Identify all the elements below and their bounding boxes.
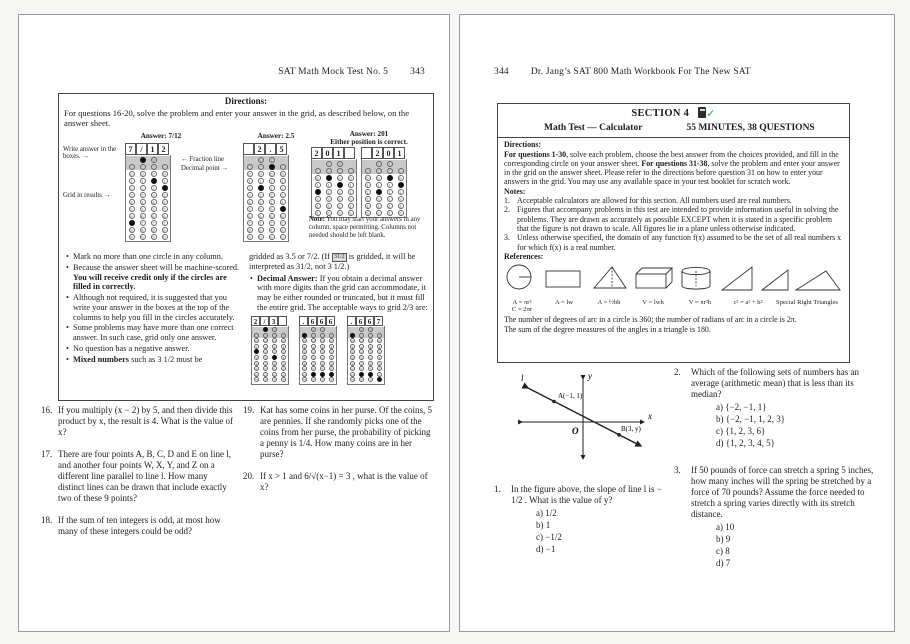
right-page-header bbox=[494, 67, 751, 77]
reference-figures bbox=[504, 262, 843, 313]
question-16: 16. If you multiply (x − 2) by 5, and then divide this product by x, the result is 4. What is the value of x? bbox=[41, 405, 234, 437]
section-body bbox=[498, 138, 849, 334]
checkmark-icon: ✓ bbox=[706, 107, 716, 120]
right-header-title: Dr. Jang’s SAT 800 Math Workbook For The New SAT bbox=[530, 67, 751, 77]
calculator-icon bbox=[698, 107, 706, 118]
question-1: 1. In the figure above, the slope of line l is − 1/2 . What is the value of y? a) 1/2 b) 1 c) −1/2 d) −1 bbox=[494, 484, 666, 555]
section-footer: The number of degrees of arc in a circle is 360; the number of radians of arc in a circle is 2π. The sum of the degree measures of the angles in a triangle is 180. bbox=[504, 315, 797, 334]
section-notes-list: 1. Acceptable calculators are allowed for this section. All numbers used are real numbers. 2. Figures that accompany problems in this test are intended to provide information useful in solving the problems. They are drawn as accurately as possible EXCEPT when it is stated in a specific problem that the figure is not drawn to scale. All figures lie in a plane unless otherwise indicated. 3. Unless otherwise specified, the domain of any function f(x) assumed to be the set of all real numbers x for which f(x) is a real number. bbox=[504, 196, 842, 252]
label-grid-results: Grid in results → bbox=[63, 192, 111, 199]
question-18: 18. If the sum of ten integers is odd, at most how many of these integers could be odd? bbox=[41, 514, 221, 536]
accept-grid-2-3: 2 / 3 / / . . . . 0 0 0 0 1 1 1 1 2 2 2 2 3 3 3 3 4 4 4 4 5 5 5 5 6 6 6 6 7 7 7 7 bbox=[251, 316, 289, 385]
section-header bbox=[498, 104, 849, 138]
figure-x-axis-label: x bbox=[648, 411, 652, 421]
references-title: References: bbox=[504, 252, 544, 262]
formula-pythagorean: c² = a² + b² bbox=[733, 298, 763, 306]
section-time-questions: 55 MINUTES, 38 QUESTIONS bbox=[686, 122, 815, 133]
answer-grid-7-12: 7 / 1 2 / / . . . . 0 0 0 0 1 1 1 1 2 2 2 2 3 3 3 3 4 4 4 4 5 5 5 5 6 6 6 6 7 7 7 7 8 8 8 8 9 9 9 9 bbox=[125, 143, 171, 242]
left-header-title: SAT Math Mock Test No. 5 bbox=[278, 67, 389, 77]
question-20: 20. If x > 1 and 6/√(x−1) = 3 , what is the value of x? bbox=[242, 470, 428, 492]
example1-caption: Answer: 7/12 bbox=[140, 132, 182, 140]
left-questions-col1 bbox=[41, 405, 239, 548]
example3-caption: Answer: 201 Either position is correct. bbox=[330, 130, 408, 147]
figure-point-b-label: B(3, y) bbox=[621, 425, 641, 433]
section-notes-title: Notes: bbox=[504, 186, 526, 196]
left-page bbox=[18, 14, 450, 632]
section-title: SECTION 4 bbox=[631, 108, 690, 119]
section-directions-title: Directions: bbox=[504, 140, 542, 150]
answer-grid-201-a: 2 0 1 / / . . . . 0 0 0 0 1 1 1 1 2 2 2 2 3 3 3 3 4 4 4 4 5 5 5 5 bbox=[311, 147, 357, 218]
left-questions-col2 bbox=[243, 405, 439, 548]
mixed-number-continuation: gridded as 3.5 or 7/2. (If 31/2 is gridded, it will be interpreted as 31/2, not 3 1/2.) bbox=[249, 252, 416, 271]
accept-grid-667: . 6 6 7 / / . . . . 0 0 0 0 1 1 1 1 2 2 2 2 3 3 3 3 4 4 4 4 5 5 5 5 6 6 6 6 7 7 7 7 bbox=[347, 316, 385, 385]
reference-shapes-svg bbox=[504, 262, 842, 296]
question-2-choices: a) {−2, −1, 1} b) {−2, −1, 1, 2, 3} c) {1, 2, 3, 6} d) {1, 2, 3, 4, 5} bbox=[716, 401, 786, 448]
section-directions-text: For questions 1-30, solve each problem, choose the best answer from the choices provided, and fill in the corresponding circle on your answer sheet. For questions 31-38, solve the problem and enter your answer in the grid on the answer sheet. Please refer to the directions before question 31 on how to enter your answers in the grid. You may use any available space in your test booklet for scratch work. bbox=[504, 149, 840, 187]
acceptable-grids-row bbox=[251, 316, 429, 385]
question-1-choices: a) 1/2 b) 1 c) −1/2 d) −1 bbox=[536, 507, 562, 554]
figure-y-axis-label: y bbox=[588, 371, 592, 381]
question-19: 19. Kat has some coins in her purse. Of the coins, 5 are pennies. If she randomly picks one of the coins from her purse, the probability of picking a penny is 1/4. How many coins are in her purse? bbox=[242, 405, 432, 459]
right-questions-area bbox=[494, 367, 886, 580]
section-test-name: Math Test — Calculator bbox=[544, 122, 643, 133]
formula-special-triangles: Special Right Triangles bbox=[776, 298, 838, 306]
formula-box: V = lwh bbox=[642, 298, 664, 306]
formula-rectangle: A = lw bbox=[554, 298, 573, 306]
decimal-answer-bullet: • Decimal Answer: If you obtain a decimal answer with more digits than the grid can accommodate, it may be either rounded or truncated, but it must fill the entire grid. The acceptable ways to grid 2/3 are: bbox=[249, 274, 429, 313]
question1-figure bbox=[508, 367, 666, 470]
directions-title: Directions: bbox=[224, 96, 268, 106]
question-17: 17. There are four points A, B, C, D and E on line l, and another four points W, X, Y, and Z on a different line parallel to line l. How many distinct lines can be drawn that include exactly two of these 9 points? bbox=[41, 448, 231, 503]
answer-grid-2point5: 2 . 5 / / . . . . 0 0 0 0 1 1 1 1 2 2 2 2 3 3 3 3 4 4 4 4 5 5 5 5 6 6 6 6 7 7 7 7 8 8 8 8 9 9 9 9 bbox=[243, 143, 289, 242]
section-subtitle-row bbox=[506, 123, 841, 134]
line-slope-figure-svg bbox=[508, 367, 658, 467]
inline-mini-grid: 31/2 bbox=[333, 253, 345, 260]
answer-grid-201-b: 2 0 1 / / . . . . 0 0 0 0 1 1 1 1 2 2 2 2 3 3 3 3 4 4 4 4 5 5 5 5 bbox=[361, 147, 407, 218]
formula-cylinder: V = πr²h bbox=[688, 298, 712, 306]
directions-bullets: • Mark no more than one circle in any column. • Because the answer sheet will be machine-scored. You will receive credit only if the circles are filled in correctly. • Although not required, it is suggested that you write your answer in the boxes at the top of the columns to help you fill in the circles accurately. • Some problems may have more than one correct answer. In such case, grid only one answer. • No question has a negative answer. • Mixed numbers such as 3 1/2 must be bbox=[65, 252, 241, 385]
label-decimal-point: Decimal point → bbox=[181, 165, 229, 172]
label-fraction-line: ← Fraction line bbox=[181, 156, 225, 163]
grid-in-directions-box bbox=[58, 93, 434, 401]
accept-grid-666: . 6 6 6 / / . . . . 0 0 0 0 1 1 1 1 2 2 2 2 3 3 3 3 4 4 4 4 5 5 5 5 6 6 6 6 7 7 7 7 bbox=[299, 316, 337, 385]
right-page bbox=[459, 14, 895, 632]
figure-origin-label: O bbox=[572, 426, 579, 436]
right-questions-col1 bbox=[494, 367, 666, 580]
question-2: 2. Which of the following sets of numbers has an average (arithmetic mean) that is less than its median? a) {−2, −1, 1} b) {−2, −1, 1, 2, 3} c) {1, 2, 3, 6} d) {1, 2, 3, 4, 5} bbox=[674, 367, 886, 449]
left-page-number: 343 bbox=[410, 67, 425, 77]
section-title-row bbox=[506, 107, 841, 121]
right-page-number: 344 bbox=[494, 67, 509, 77]
directions-intro: For questions 16-20, solve the problem and enter your answer in the grid, as described below, on the answer sheet. bbox=[64, 107, 410, 128]
directions-continuation bbox=[249, 252, 429, 385]
right-questions-col2 bbox=[674, 367, 886, 580]
label-write-answer: Write answer in the boxes. → bbox=[63, 146, 117, 161]
question-3: 3. If 50 pounds of force can stretch a spring 5 inches, how many inches will the spring be stretched by a force of 70 pounds? Assume the force needed to stretch a spring varies directly with its stretch distance. a) 10 b) 9 c) 8 d) 7 bbox=[674, 465, 886, 569]
left-questions-area bbox=[41, 405, 439, 548]
figure-point-a-label: A(−1, 1) bbox=[558, 392, 583, 400]
reference-formulas bbox=[504, 299, 843, 314]
left-page-header bbox=[278, 67, 425, 77]
example2-caption: Answer: 2.5 bbox=[257, 132, 295, 140]
figure-line-label: l bbox=[521, 373, 524, 383]
grid-note: Note: You may start your answers in any column, space permitting. Columns not needed should be left blank. bbox=[309, 216, 421, 239]
grid-examples-area bbox=[59, 130, 433, 252]
formula-circle: A = πr² C = 2πr bbox=[511, 298, 533, 314]
question-3-choices: a) 10 b) 9 c) 8 d) 7 bbox=[716, 521, 735, 568]
section-box bbox=[497, 103, 850, 363]
directions-columns bbox=[65, 252, 429, 385]
formula-triangle: A = ½bh bbox=[597, 298, 621, 306]
